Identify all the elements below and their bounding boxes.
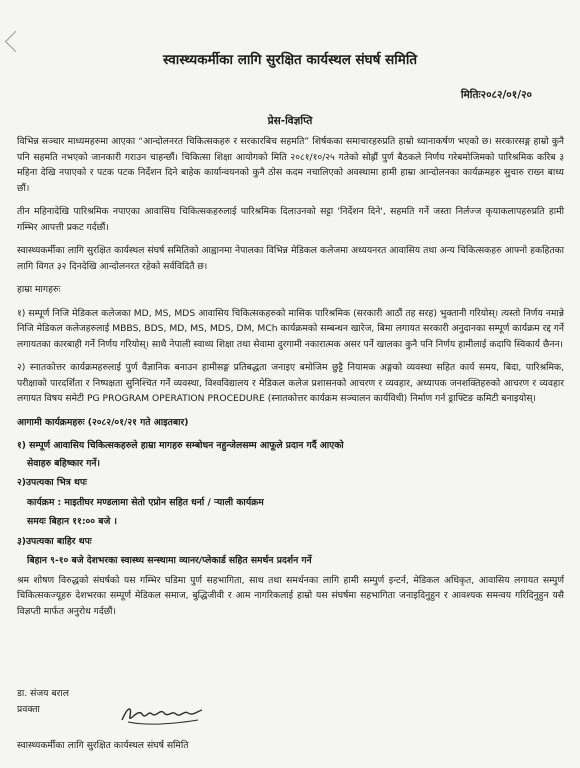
program-2-heading: २)उपत्यका भित्र थपः [17, 477, 87, 488]
paragraph-3: स्वास्थ्यकर्मीका लागि सुरक्षित कार्यस्थल संघर्ष समितिको आह्वानमा नेपालका विभिन्न मेडिकल कलेजमा अध्ययनरत आवासिय तथा अन्य चिकित्सकहरु आफ्नो हकहितका लागि विगत ३२ दिनदेखि आन्दोलनरत रहेको सर्वविदितै छ। [17, 245, 564, 272]
demand-1: १) सम्पूर्ण निजि मेडिकल कलेजका MD, MS, MDS आवासिय चिकित्सकहरुको मासिक पारिश्रमिक (सरकारी आठौं तह सरह) भुक्तानी गरियोस्। त्यस्तो निर्णय नमान्ने निजि मेडिकल कलेजहरुलाई MBBS, BDS, MD, MS, MDS, DM, MCh कार्यक्रमको सम्बन्धन खारेज, बिमा लगायत सरकारी अनुदानका सम्पूर्ण कार्यक्रम रद्द गर्ने लगायतका कारबाही गर्ने निर्णय गरियोस्। साथै नेपाली स्वाथ्य शिक्षा तथा सेवामा दुरगामी नकारात्मक असर पर्ने खालका कुनै पनि निर्णय हामीलाई कदापि स्विकार्य छैनन। [17, 307, 564, 350]
upcoming-programs-heading: आगामी कार्यक्रमहरुः (२०८२/०१/२१ गते आइतबार) [17, 416, 189, 428]
program-2-time: समयः बिहान ११:०० बजे । [27, 516, 117, 527]
program-3-event: बिहान ९-१० बजे देशभरका स्वास्थ्य सन्स्थामा व्यानर/प्लेकार्ड सहित समर्थन प्रदर्शन गर्ने [27, 555, 312, 566]
program-3-heading: ३)उपत्यका बाहिर थपः [17, 535, 92, 547]
page-fold-mark [5, 31, 26, 52]
paragraph-2: तीन महिनादेखि पारिश्रमिक नपाएका आवासिय चिकित्सकहरुलाई पारिश्रमिक दिलाउनको सट्टा 'निर्देशन दिने', सहमति गर्ने जस्ता निर्लज्ज कृयाकलापहरुप्रति हामी गम्भिर आपत्ती प्रकट गर्दछौं। [17, 206, 564, 233]
signatory-block [17, 686, 69, 718]
closing-paragraph: श्रम शोषण विरुद्धको संघर्षको यस गम्भिर घडिमा पुर्ण सहभागिता, साथ तथा समर्थनका लागि हामी सम्पुर्ण इन्टर्न, मेडिकल अधिकृत, आवासिय लगायत सम्पुर्ण चिकित्सकज्यूहरु देशभरका सम्पूर्ण मेडिकल समाज, बुद्धिजीवी र आम नागरिकलाई हाम्रो यस संघर्षमा सहभागिता जनाइदिनुहुन र आवश्यक समन्वय गरिदिनुहुन यसै विज्ञप्ती मार्फत अनुरोध गर्दछौं। [17, 574, 564, 617]
organization-footer: स्वास्थ्यकर्मीका लागि सुरक्षित कार्यस्थल संघर्ष समिति [17, 740, 189, 751]
signatory-role: प्रवक्ता [17, 704, 40, 715]
document-date: मितिः२०८२/०१/२० [460, 89, 532, 101]
demands-heading: हाम्रा मागहरुः [17, 284, 61, 295]
handwritten-signature [118, 698, 206, 728]
paragraph-1: विभिन्न सञ्चार माध्यमहरुमा आएका “आन्दोलनरत चिकित्सकहरु र सरकारबिच सहमति” शिर्षकका समाचारहरुप्रति हाम्रो ध्यानाकर्षण भएको छ। सरकारसङ्ग हाम्रो कुनै पनि सहमति नभएको जानकारी गराउन चाहन्छौं। चिकित्सा शिक्षा आयोगको मिति २०८१/१०/२५ गतेको सोह्रौं पुर्ण बैठकले निर्णय गरेबमोजिमको पारिश्रमिक करिब ३ महिना देखि नपाएको र पटक पटक निर्देशन दिने बाहेक कार्यान्वयनको कुनै ठोस कदम नचालिएको अवस्थामा हामी हाम्रा आन्दोलनका कार्यक्रमहरु सुचारु राख्न बाध्य छौं। [17, 136, 564, 194]
program-1: १) सम्पूर्ण आवासिय चिकित्सकहरुले हाम्रा मागहरु सम्बोधन नहुन्जेलसम्म आफूले प्रदान गर्दै आएको [17, 440, 344, 451]
signatory-name: डा. संजय बराल [17, 688, 70, 699]
press-release-label: प्रेस-विज्ञप्ति [267, 115, 313, 127]
document-body [17, 134, 564, 627]
document-title: स्वास्थ्यकर्मीका लागि सुरक्षित कार्यस्थल संघर्ष समिति [162, 52, 418, 68]
demand-2: २) स्नातकोत्तर कार्यक्रमहरुलाई पुर्ण वैज्ञानिक बनाउन हामीसङ्ग प्रतिबद्धता जनाइए बमोजिम छुट्टै नियामक अङ्गको व्यवस्था सहित कार्य समय, बिदा, पारिश्रमिक, परीक्षाको पारदर्शिता र निष्पक्षता सुनिश्चित गर्ने व्यवस्था, विश्वविद्यालय र मेडिकल कलेज प्रशासनको आचरण र व्यवहार, अध्यापक जनशक्तिहरुको आचरण र व्यवहार लगायत विषय समेटी PG PROGRAM OPERATION PROCEDURE (स्नातकोत्तर कार्यक्रम सञ्चालन कार्यविधी) निर्माण गर्न ड्राफ्टिङ कमिटी बनाइयोस्। [17, 362, 564, 404]
program-2-event: कार्यक्रम : माइतीघर मण्डलामा सेतो एप्रोन सहित धर्ना / र्‍याली कार्यक्रम [27, 496, 264, 508]
program-1-continued: सेवाहरु बहिष्कार गर्ने। [27, 457, 100, 469]
